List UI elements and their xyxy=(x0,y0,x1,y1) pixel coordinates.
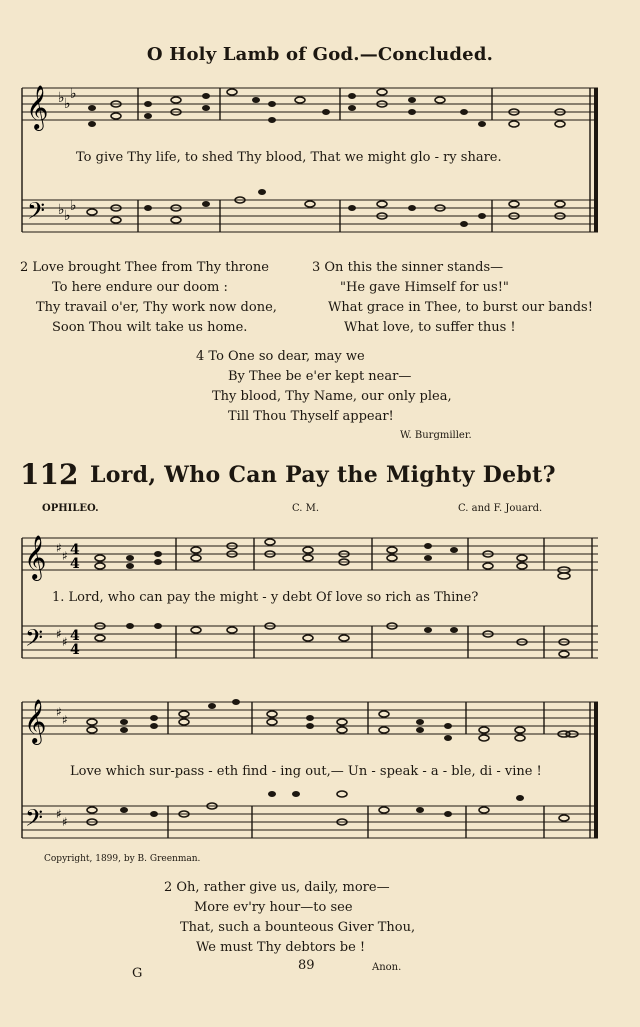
verse-112-2 xyxy=(164,878,415,958)
bass-clef-icon: 𝄢 xyxy=(25,804,44,837)
svg-text:4: 4 xyxy=(70,642,80,658)
verse-line: What grace in Thee, to burst our bands! xyxy=(328,300,593,315)
svg-text:4: 4 xyxy=(70,542,80,558)
svg-text:♭: ♭ xyxy=(70,198,77,214)
treble-clef-icon: 𝄞 xyxy=(24,535,47,579)
verse-line: 3 On this the sinner stands— xyxy=(312,260,504,275)
svg-text:♯: ♯ xyxy=(62,549,68,563)
verse-line: 2 Love brought Thee from Thy throne xyxy=(20,260,269,275)
svg-text:♯: ♯ xyxy=(56,807,62,821)
verse-line: 4 To One so dear, may we xyxy=(196,349,365,364)
svg-text:4: 4 xyxy=(70,556,80,572)
bass-clef-icon: 𝄢 xyxy=(25,624,44,657)
svg-text:♯: ♯ xyxy=(62,635,68,649)
svg-text:♯: ♯ xyxy=(62,815,68,829)
svg-text:4: 4 xyxy=(70,628,80,644)
verse-line: That, such a bounteous Giver Thou, xyxy=(180,920,416,935)
lyric-line-top: To give Thy life, to shed Thy blood, That we might glo - ry share. xyxy=(76,150,502,165)
bass-staff xyxy=(22,200,598,232)
svg-text:♭: ♭ xyxy=(70,86,77,102)
hymn-title: Lord, Who Can Pay the Mighty Debt? xyxy=(90,462,556,488)
page-number: 89 xyxy=(298,958,315,973)
verse-line: By Thee be e'er kept near— xyxy=(228,369,412,384)
verse-4 xyxy=(196,347,452,427)
svg-text:♯: ♯ xyxy=(56,627,62,641)
meter: C. M. xyxy=(292,503,320,514)
lyric-line-112-second: Love which sur-pass - eth find - ing out,— Un - speak - a - ble, di - vine ! xyxy=(70,764,542,779)
author-credit-top: W. Burgmiller. xyxy=(400,430,472,441)
treble-clef-icon: 𝄞 xyxy=(26,85,49,129)
signature-mark: G xyxy=(132,966,143,981)
verse-3 xyxy=(312,258,593,338)
verse-line: More ev'ry hour—to see xyxy=(194,900,353,915)
bass-clef-icon: 𝄢 xyxy=(27,197,46,230)
lyric-line-112-first: 1. Lord, who can pay the might - y debt Of love so rich as Thine? xyxy=(52,590,479,605)
music-system-top xyxy=(0,78,640,253)
hymn-continued-title: O Holy Lamb of God.—Concluded. xyxy=(146,44,494,65)
verse-line: "He gave Himself for us!" xyxy=(340,280,509,295)
svg-text:♯: ♯ xyxy=(56,705,62,719)
verse-line: 2 Oh, rather give us, daily, more— xyxy=(164,880,390,895)
svg-text:♯: ♯ xyxy=(56,541,62,555)
composer: C. and F. Jouard. xyxy=(458,503,543,514)
verse-line: Soon Thou wilt take us home. xyxy=(52,320,248,335)
verse-2 xyxy=(20,258,277,338)
verse-line: We must Thy debtors be ! xyxy=(196,940,366,955)
verse-line: To here endure our doom : xyxy=(52,280,228,295)
verse-line: Thy travail o'er, Thy work now done, xyxy=(36,300,277,315)
treble-clef-icon: 𝄞 xyxy=(24,699,47,743)
svg-text:♭: ♭ xyxy=(58,202,65,218)
verse-line: Thy blood, Thy Name, our only plea, xyxy=(212,389,452,404)
svg-text:♭: ♭ xyxy=(64,96,71,112)
svg-text:♭: ♭ xyxy=(64,208,71,224)
svg-text:♯: ♯ xyxy=(62,713,68,727)
verse-line: What love, to suffer thus ! xyxy=(344,320,516,335)
svg-text:♭: ♭ xyxy=(58,90,65,106)
copyright-notice: Copyright, 1899, by B. Greenman. xyxy=(44,854,201,864)
verse-line: Till Thou Thyself appear! xyxy=(228,409,394,424)
hymn-number: 112 xyxy=(20,458,79,491)
tune-name: OPHILEO. xyxy=(42,503,99,514)
author-credit-112: Anon. xyxy=(372,962,402,973)
